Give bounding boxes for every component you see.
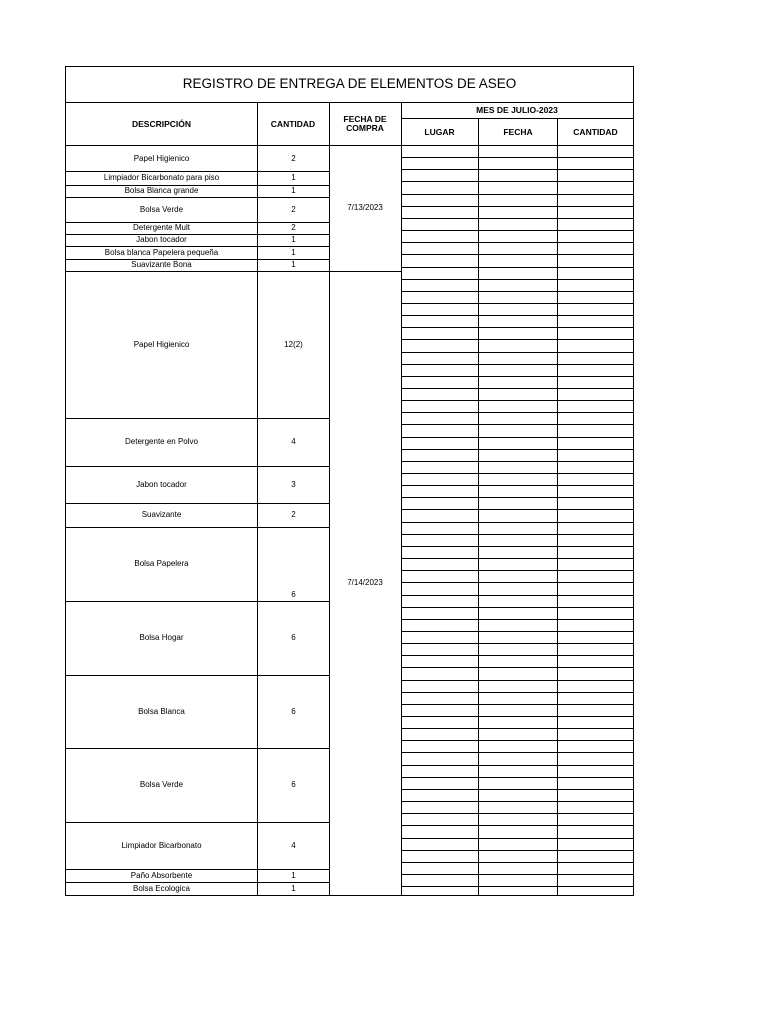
item-descripcion: Detergente en Polvo bbox=[125, 437, 198, 447]
item-cantidad: 6 bbox=[291, 589, 296, 599]
item-cantidad: 12(2) bbox=[284, 339, 303, 349]
item-descripcion: Bolsa Blanca grande bbox=[124, 186, 199, 196]
item-descripcion: Limpiador Bicarbonato bbox=[121, 840, 202, 850]
item-cantidad: 2 bbox=[291, 153, 296, 163]
header-cantidad-entrega: CANTIDAD bbox=[573, 126, 618, 137]
item-cantidad: 2 bbox=[291, 204, 296, 214]
header-descripcion: DESCRIPCIÓN bbox=[131, 118, 192, 129]
item-cantidad: 1 bbox=[291, 260, 296, 270]
purchase-date-2: 7/14/2023 bbox=[347, 578, 383, 588]
item-cantidad: 1 bbox=[291, 247, 296, 257]
item-descripcion: Bolsa blanca Papelera pequeña bbox=[104, 247, 219, 257]
register-title: REGISTRO DE ENTREGA DE ELEMENTOS DE ASEO bbox=[182, 76, 517, 92]
item-descripcion: Detergente Mult bbox=[133, 223, 190, 233]
item-cantidad: 3 bbox=[291, 479, 296, 489]
item-descripcion: Suavizante bbox=[141, 510, 182, 520]
item-descripcion: Bolsa Verde bbox=[139, 204, 184, 214]
item-descripcion: Bolsa Papelera bbox=[134, 559, 189, 569]
header-mes: MES DE JULIO-2023 bbox=[476, 105, 558, 116]
item-cantidad: 1 bbox=[291, 186, 296, 196]
item-cantidad: 4 bbox=[291, 840, 296, 850]
header-cantidad: CANTIDAD bbox=[270, 118, 316, 129]
item-descripcion: Limpiador Bicarbonato para piso bbox=[103, 173, 220, 183]
item-cantidad: 6 bbox=[291, 706, 296, 716]
item-cantidad: 1 bbox=[291, 883, 296, 893]
item-cantidad: 6 bbox=[291, 633, 296, 643]
header-lugar: LUGAR bbox=[424, 126, 455, 137]
item-cantidad: 1 bbox=[291, 173, 296, 183]
item-descripcion: Jabon tocador bbox=[136, 479, 187, 489]
item-cantidad: 2 bbox=[291, 223, 296, 233]
header-fecha: FECHA bbox=[503, 126, 533, 137]
item-descripcion: Bolsa Hogar bbox=[139, 633, 184, 643]
item-descripcion: Suavizante Bona bbox=[131, 260, 192, 270]
item-descripcion: Bolsa Verde bbox=[139, 780, 184, 790]
item-cantidad: 6 bbox=[291, 780, 296, 790]
item-cantidad: 1 bbox=[291, 235, 296, 245]
item-descripcion: Bolsa Ecologica bbox=[133, 883, 190, 893]
item-cantidad: 2 bbox=[291, 510, 296, 520]
item-descripcion: Papel Higienico bbox=[133, 153, 190, 163]
item-descripcion: Jabon tocador bbox=[136, 235, 187, 245]
item-descripcion: Papel Higienico bbox=[133, 339, 190, 349]
item-descripcion: Paño Absorbente bbox=[130, 870, 193, 880]
purchase-date-1: 7/13/2023 bbox=[347, 203, 383, 213]
header-fecha-compra: FECHA DE COMPRA bbox=[343, 114, 387, 133]
item-descripcion: Bolsa Blanca bbox=[138, 706, 185, 716]
item-cantidad: 1 bbox=[291, 870, 296, 880]
item-cantidad: 4 bbox=[291, 437, 296, 447]
